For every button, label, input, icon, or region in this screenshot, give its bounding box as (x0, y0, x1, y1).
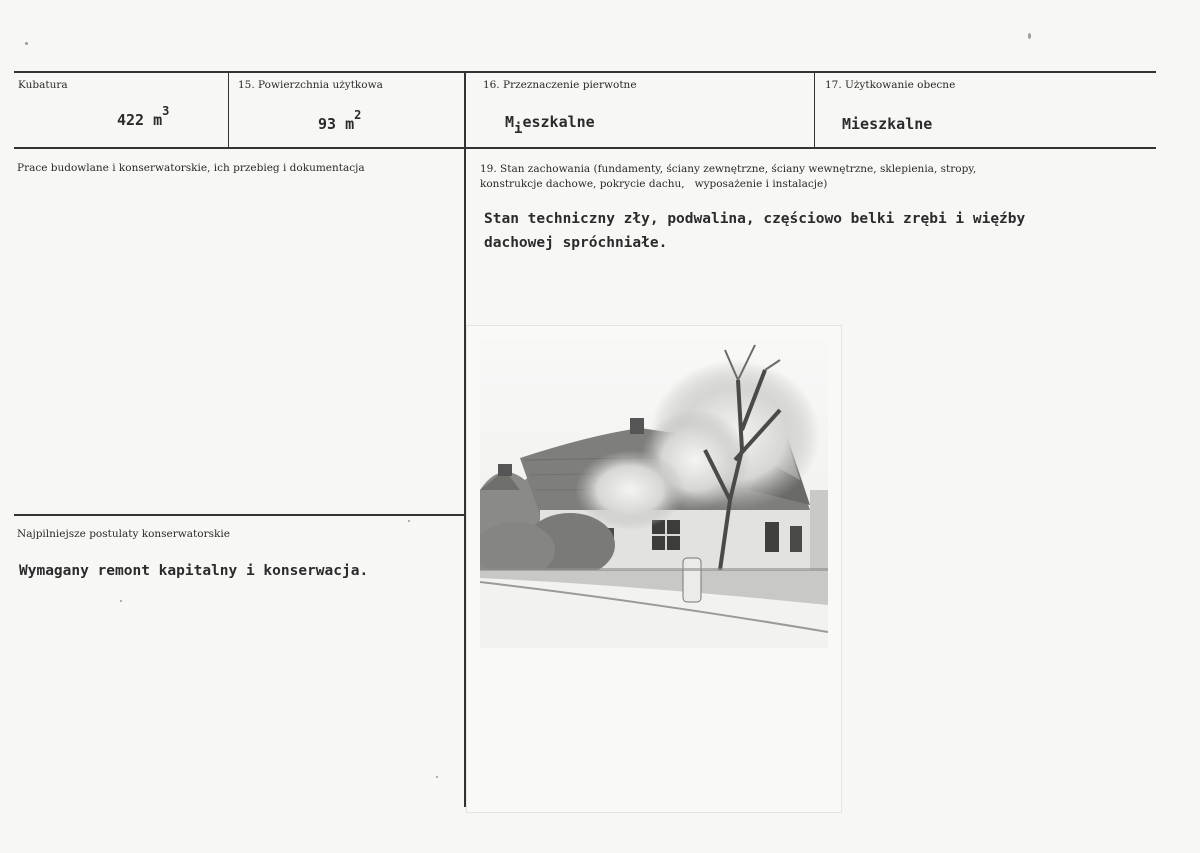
postulaty-text: Wymagany remont kapitalny i konserwacja. (19, 563, 369, 579)
przeznaczenie-value (505, 113, 595, 135)
scan-speck (408, 520, 410, 522)
powierzchnia-value (318, 108, 362, 133)
rule-row1-bottom (14, 147, 1156, 149)
uzytkowanie-value: Mieszkalne (842, 115, 933, 133)
kubatura-exponent: 3 (162, 104, 170, 118)
kubatura-label: Kubatura (18, 79, 68, 91)
house-photo-icon (480, 340, 828, 648)
kubatura-value (117, 104, 170, 129)
kubatura-unit: m (153, 111, 163, 129)
scan-speck (1028, 33, 1031, 39)
przeznaczenie-prefix: M (505, 113, 515, 131)
stan-label-line2: konstrukcje dachowe, pokrycie dachu, wyposażenie i instalacje) (480, 178, 828, 190)
scan-speck (120, 600, 122, 602)
przeznaczenie-label: 16. Przeznaczenie pierwotne (483, 79, 637, 91)
stan-text-line1: Stan techniczny zły, podwalina, częściowo belki zrębi i więźby (484, 211, 1026, 227)
divider-col1 (228, 72, 229, 148)
scan-speck (25, 42, 28, 45)
powierzchnia-label: 15. Powierzchnia użytkowa (238, 79, 383, 91)
przeznaczenie-sub: i (514, 121, 523, 137)
powierzchnia-exponent: 2 (354, 108, 362, 122)
kubatura-number: 422 (117, 111, 145, 129)
scan-speck (436, 776, 438, 778)
prace-label: Prace budowlane i konserwatorskie, ich przebieg i dokumentacja (17, 162, 365, 174)
rule-left-middle (14, 514, 464, 516)
uzytkowanie-label: 17. Użytkowanie obecne (825, 79, 956, 91)
przeznaczenie-rest: eszkalne (522, 113, 595, 131)
stan-text-line2: dachowej spróchniałe. (484, 235, 668, 251)
postulaty-label: Najpilniejsze postulaty konserwatorskie (17, 528, 230, 540)
rule-top (14, 71, 1156, 73)
powierzchnia-unit: m (345, 115, 355, 133)
divider-col3 (814, 72, 815, 148)
powierzchnia-number: 93 (318, 115, 337, 133)
stan-label-line1: 19. Stan zachowania (fundamenty, ściany zewnętrzne, ściany wewnętrzne, sklepienia, stropy, (480, 163, 977, 175)
